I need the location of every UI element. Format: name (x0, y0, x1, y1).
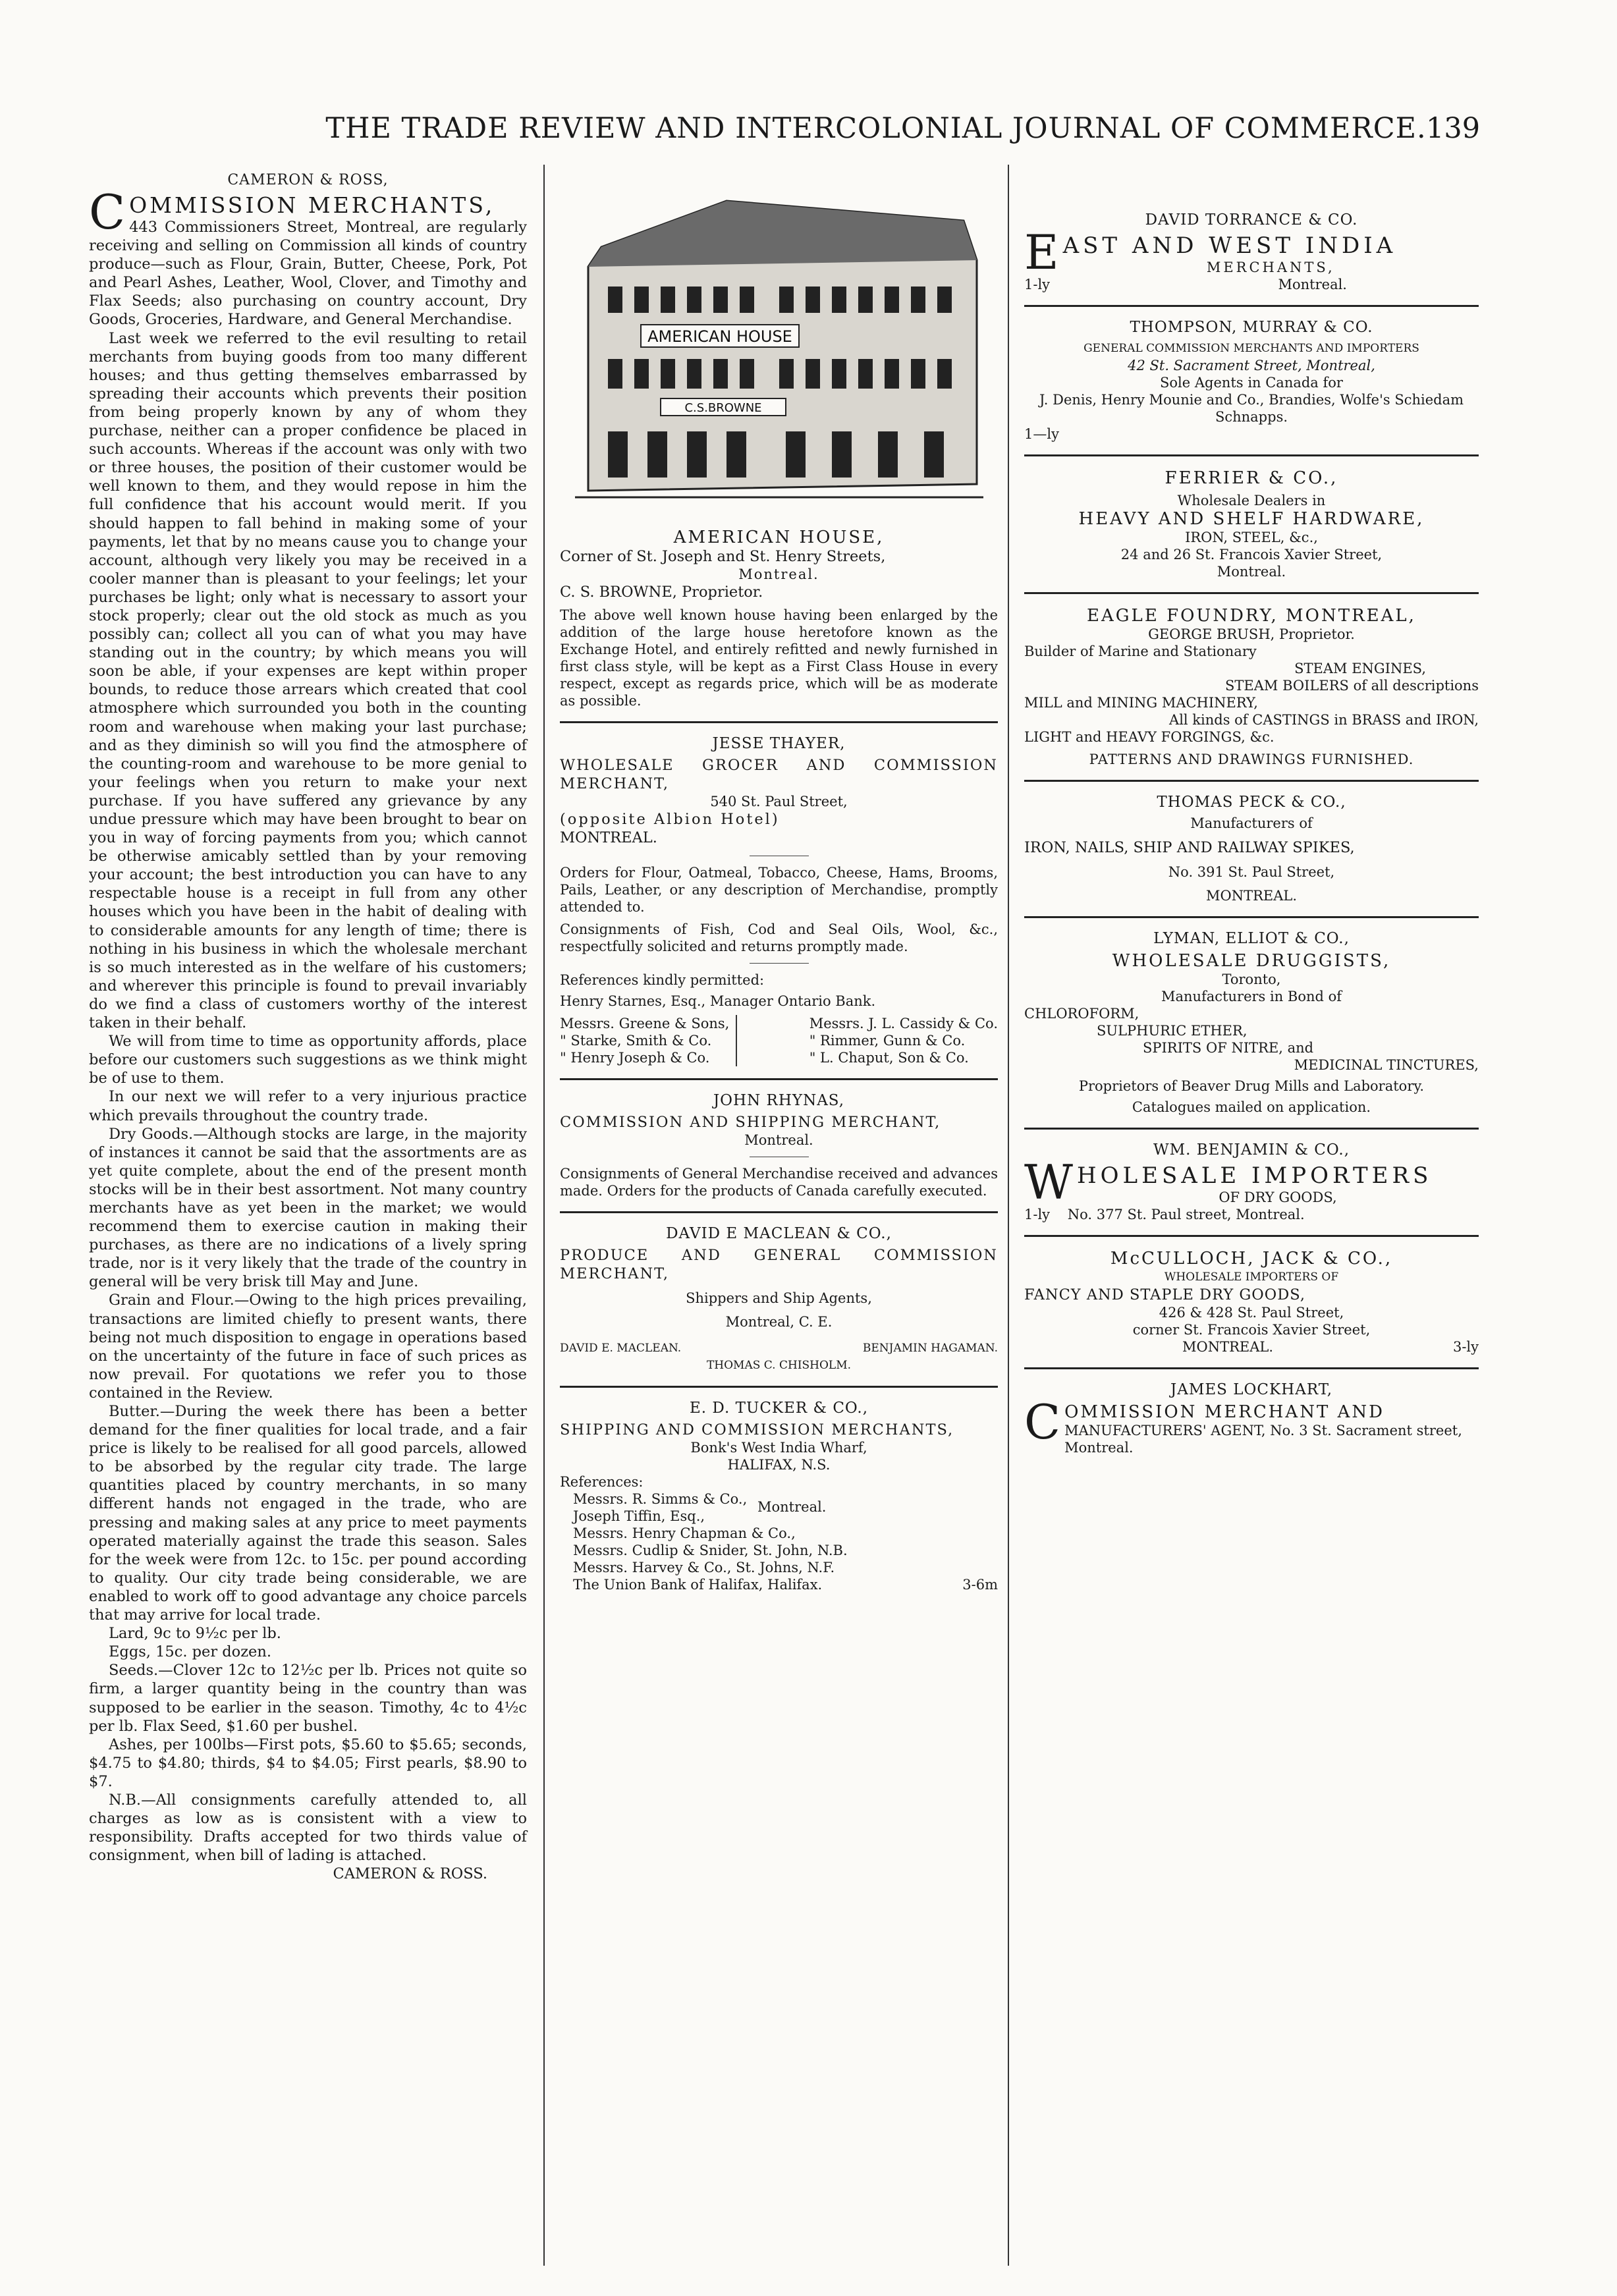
price-lard: Lard, 9c to 9½c per lb. (109, 1625, 281, 1643)
thayer-consignments: Consignments of Fish, Cod and Seal Oils, Wool, &c., respectfully solicited and returns promptly made. (560, 921, 998, 954)
article-butter: Butter.—During the week there has been a better demand for the finer qualities for local trade, and a fair price is likely to be realised for all good parcels, allowed to be absorbed by the regular city trade. The large quantities placed by country merchants, in so many different hands not engaged in the trade, who are pressing and making sales at any price to meet payments operated materially against the trade this season. Sales for the week were from 12c. to 15c. per pound according to quality. Our city trade being considerable, we are enabled to work off to good advantage any choice parcels that may arrive for local trade. (89, 1403, 527, 1624)
torrance-title: AST AND WEST INDIA (1062, 232, 1397, 259)
maclean-agents: Shippers and Ship Agents, (686, 1290, 872, 1306)
price-ashes: Ashes, per 100lbs—First pots, $5.60 to $5.65; seconds, $4.75 to $4.80; thirds, $4 to $4.05; First pearls, $8.90 to $7. (89, 1736, 527, 1790)
torrance-city: Montreal. (1278, 277, 1347, 292)
column-rule-1 (543, 165, 545, 2266)
torrance-name: DAVID TORRANCE & CO. (1145, 211, 1358, 229)
thompson-agents: Sole Agents in Canada for (1160, 375, 1343, 391)
column-rule-2 (1008, 165, 1009, 2266)
ferrier-name: FERRIER & CO., (1165, 468, 1338, 488)
lockhart-dropcap: C (1024, 1394, 1061, 1450)
eagle-line-2: STEAM ENGINES, (1294, 661, 1426, 676)
hotel-proprietor-sign-text: C.S.BROWNE (684, 401, 762, 415)
reference-right-2: " Rimmer, Gunn & Co. (809, 1032, 966, 1049)
price-seeds: Seeds.—Clover 12c to 12½c per lb. Prices not quite so firm, a larger quantity being in the country than was supposed to be earlier in the season. Timothy, 4c to 4½c per lb. Flax Seed, $1.60 per bushel. (89, 1662, 527, 1735)
ferrier-address: 24 and 26 St. Francois Xavier Street, (1120, 547, 1383, 562)
rhynas-name: JOHN RHYNAS, (713, 1091, 845, 1109)
maclean-partner-3: THOMAS C. CHISHOLM. (706, 1358, 852, 1372)
reference-left-3: " Henry Joseph & Co. (560, 1049, 710, 1066)
mcculloch-name: McCULLOCH, JACK & CO., (1110, 1249, 1393, 1269)
column-2 (560, 168, 998, 1593)
price-eggs: Eggs, 15c. per dozen. (109, 1643, 272, 1661)
benjamin-sub: OF DRY GOODS, (1219, 1189, 1337, 1206)
peck-manufacturers: Manufacturers of (1190, 815, 1313, 831)
lockhart-sub: MANUFACTURERS' AGENT, No. 3 St. Sacrament street, Montreal. (1064, 1423, 1462, 1456)
benjamin-ad (1024, 1155, 1479, 1223)
mcculloch-title: FANCY AND STAPLE DRY GOODS, (1024, 1286, 1306, 1304)
article-dry-goods: Dry Goods.—Although stocks are large, in the majority of instances it cannot be said that the assortments are as yet quite complete, about the end of the present month stocks will be in their best assortment. Not many country merchants have as yet been in the market; we would recommend them to exercise caution in making their purchases, as there are no indications of a lively spring trade, nor is it very likely that the trade of the country in general will be very brisk till May and June. (89, 1125, 527, 1291)
tucker-references (560, 1490, 998, 1593)
lyman-catalogues: Catalogues mailed on application. (1132, 1099, 1371, 1116)
eagle-line-1: Builder of Marine and Stationary (1024, 643, 1257, 659)
ferrier-dealers: Wholesale Dealers in (1177, 493, 1326, 508)
thayer-title: WHOLESALE GROCER AND COMMISSION MERCHANT, (560, 757, 998, 793)
torrance-dropcap: E (1024, 225, 1059, 280)
thayer-references-label: References kindly permitted: (560, 971, 765, 988)
maclean-partner-2: BENJAMIN HAGAMAN. (862, 1341, 998, 1355)
benjamin-title: HOLESALE IMPORTERS (1077, 1162, 1433, 1189)
lyman-city: Toronto, (1222, 971, 1281, 988)
eagle-line-4: MILL and MINING MACHINERY, (1024, 695, 1258, 711)
thayer-city: MONTREAL. (560, 829, 657, 847)
column-1 (89, 168, 527, 1883)
hotel-illustration (562, 175, 997, 517)
eagle-line-3: STEAM BOILERS of all descriptions (1225, 678, 1479, 694)
tucker-ref-1: Messrs. R. Simms & Co., (573, 1490, 748, 1507)
article-para-3: In our next we will refer to a very injurious practice which prevails throughout the country trade. (89, 1088, 527, 1124)
mcculloch-address: 426 & 428 St. Paul Street, (1159, 1305, 1344, 1321)
thompson-brands: J. Denis, Henry Mounie and Co., Brandies, Wolfe's Schiedam Schnapps. (1039, 392, 1464, 425)
rhynas-text: Consignments of General Merchandise received and advances made. Orders for the products of Canada carefully executed. (560, 1165, 998, 1199)
lyman-bond: Manufacturers in Bond of (1161, 989, 1342, 1005)
thayer-address: 540 St. Paul Street, (710, 794, 848, 810)
dropcap: C (89, 184, 126, 240)
peck-name: THOMAS PECK & CO., (1157, 794, 1346, 811)
mcculloch-term: 3-ly (1452, 1339, 1479, 1355)
hotel-name: AMERICAN HOUSE, (673, 528, 885, 547)
article-para-1: Last week we referred to the evil resulting to retail merchants from buying goods from too many different houses; and thus getting themselves embarrassed by spreading their accounts which prevents their position from being properly known by any of whom they purchase, neither can a proper confidence be placed in such accounts. Whereas if the account was only with two or three houses, the position of their customer would be well known to them, and they would repose in him the full confidence that his account would merit. If you should happen to fall behind in making some of your payments, let that by no means cause you to change your account, although very likely you may be received in a cooler manner than is pleasant to your feelings; let your purchases be light; only what is necessary to assort your stock properly; clear out the old stock as much as you possibly can; collect all you can of what you may have standing out in the country; by which means you will soon be able, if your expenses are kept within proper bounds, to reduce those arrears which created that cool atmosphere which surrounded you both in the counting room and warehouse when making your last purchase; and as they diminish so will you find the atmosphere of the counting-room and warehouse to be more genial to your feelings when you return to make your next purchase. If you have suffered any grievance by any undue pressure which may have been brought to bear on you in way of forcing payments from you; which cannot be otherwise amicably settled than by your removing your account; the best introduction you can have to any respectable house is a receipt in full from any other houses which you have been in the habit of dealing with to considerable amounts for any length of time; there is nothing in his business in which the wholesale merchant is so much interested as in the welfare of his customers; and wherever this principle is found to prevail invariably do we find a class of customers worthy of the interest taken in their behalf. (89, 329, 527, 1032)
mcculloch-sub: WHOLESALE IMPORTERS OF (1164, 1271, 1339, 1284)
benjamin-name: WM. BENJAMIN & CO., (1153, 1141, 1350, 1159)
article-para-2: We will from time to time as opportunity affords, place before our customers such suggestions as we think might be of use to them. (89, 1033, 527, 1087)
tucker-city: HALIFAX, N.S. (727, 1456, 831, 1473)
thayer-reference-list (560, 1015, 998, 1066)
thayer-name: JESSE THAYER, (712, 735, 846, 753)
article-grain-flour: Grain and Flour.—Owing to the high prices prevailing, transactions are limited chiefly to present wants, there being not much disposition to engage in operations based on the uncertainty of the future in face of such prices as now prevail. For quotations we refer you to those contained in the Review. (89, 1292, 527, 1402)
tucker-name: E. D. TUCKER & CO., (689, 1399, 869, 1417)
tucker-ref-6: The Union Bank of Halifax, Halifax. (573, 1576, 823, 1593)
benjamin-dropcap: W (1024, 1155, 1074, 1211)
thayer-reference-main: Henry Starnes, Esq., Manager Ontario Bank. (560, 993, 876, 1009)
column-3 (1024, 168, 1479, 1456)
reference-left-1: Messrs. Greene & Sons, (560, 1015, 730, 1031)
hotel-proprietor: C. S. BROWNE, Proprietor. (560, 584, 763, 601)
torrance-ad (1024, 225, 1479, 293)
lockhart-name: JAMES LOCKHART, (1170, 1381, 1332, 1399)
ferrier-city: Montreal. (1217, 564, 1286, 580)
lockhart-title: OMMISSION MERCHANT AND (1064, 1402, 1384, 1423)
tucker-wharf: Bonk's West India Wharf, (690, 1439, 867, 1456)
hotel-city: Montreal. (738, 566, 819, 583)
running-title: THE TRADE REVIEW AND INTERCOLONIAL JOURNAL OF COMMERCE. (325, 112, 1427, 145)
thompson-address: 42 St. Sacrament Street, Montreal, (1128, 358, 1375, 373)
ferrier-goods: IRON, STEEL, &c., (1185, 530, 1318, 545)
thompson-title: GENERAL COMMISSION MERCHANTS AND IMPORTERS (1083, 342, 1419, 355)
tucker-ref-2: Joseph Tiffin, Esq., (573, 1508, 705, 1524)
firm-heading: CAMERON & ROSS, (227, 172, 389, 188)
maclean-partners (560, 1340, 998, 1357)
tucker-title: SHIPPING AND COMMISSION MERCHANTS, (560, 1421, 954, 1438)
thompson-term: 1—ly (1024, 426, 1059, 442)
thompson-name: THOMPSON, MURRAY & CO. (1130, 319, 1373, 336)
lyman-name: LYMAN, ELLIOT & CO., (1153, 930, 1350, 948)
reference-left-2: " Starke, Smith & Co. (560, 1032, 712, 1049)
lyman-line-4: MEDICINAL TINCTURES, (1294, 1057, 1479, 1074)
reference-right-3: " L. Chaput, Son & Co. (809, 1049, 969, 1066)
eagle-proprietor: GEORGE BRUSH, Proprietor. (1148, 626, 1355, 642)
lyman-proprietors: Proprietors of Beaver Drug Mills and Laboratory. (1078, 1078, 1425, 1095)
eagle-line-5: All kinds of CASTINGS in BRASS and IRON, (1169, 712, 1479, 728)
lyman-line-1: CHLOROFORM, (1024, 1006, 1139, 1022)
hotel-description: The above well known house having been enlarged by the addition of the large house heretofore known as the Exchange Hotel, and entirely refitted and newly furnished in first class style, will be kept as a First Class House in every respect, except as regards price, which will be as moderate as possible. (560, 607, 998, 709)
reference-right-1: Messrs. J. L. Cassidy & Co. (809, 1015, 998, 1031)
maclean-name: DAVID E MACLEAN & CO., (666, 1224, 892, 1242)
lyman-title: WHOLESALE DRUGGISTS, (1112, 951, 1391, 971)
tucker-refs-city: Montreal. (757, 1498, 827, 1515)
lyman-line-3: SPIRITS OF NITRE, and (1143, 1040, 1314, 1056)
maclean-partner-1: DAVID E. MACLEAN. (560, 1341, 682, 1355)
peck-city: MONTREAL. (1205, 888, 1298, 904)
nota-bene: N.B.—All consignments carefully attended to, all charges as low as is consistent with a view to responsibility. Drafts accepted for two thirds value of consignment, when bill of lading is attached. (89, 1791, 527, 1865)
eagle-line-6: LIGHT and HEAVY FORGINGS, &c. (1024, 729, 1274, 745)
peck-address: No. 391 St. Paul Street, (1168, 864, 1335, 881)
tucker-ref-4: Messrs. Cudlip & Snider, St. John, N.B. (573, 1542, 848, 1558)
lyman-line-2: SULPHURIC ETHER, (1097, 1023, 1247, 1039)
maclean-city: Montreal, C. E. (725, 1313, 833, 1330)
rhynas-title: COMMISSION AND SHIPPING MERCHANT, (560, 1113, 941, 1131)
benjamin-address: No. 377 St. Paul street, Montreal. (1067, 1207, 1305, 1223)
tucker-ref-5: Messrs. Harvey & Co., St. Johns, N.F. (573, 1559, 835, 1575)
commission-merchants-ad (89, 184, 527, 329)
hotel-address: Corner of St. Joseph and St. Henry Streets, (560, 548, 886, 565)
eagle-title: EAGLE FOUNDRY, MONTREAL, (1087, 606, 1416, 626)
tucker-term: 3-6m (962, 1576, 998, 1593)
tucker-ref-3: Messrs. Henry Chapman & Co., (573, 1525, 796, 1541)
benjamin-term: 1-ly (1024, 1207, 1051, 1223)
ferrier-title: HEAVY AND SHELF HARDWARE, (1078, 509, 1425, 529)
eagle-line-7: PATTERNS AND DRAWINGS FURNISHED. (1089, 752, 1414, 767)
signature: CAMERON & ROSS. (333, 1865, 487, 1883)
ad-title: OMMISSION MERCHANTS, (129, 192, 495, 218)
ad-intro: 443 Commissioners Street, Montreal, are regularly receiving and selling on Commission all kinds of country produce—such as Flour, Grain, Butter, Cheese, Pork, Pot and Pearl Ashes, Leather, Wool, Clover, and Timothy and Flax Seeds; also purchasing on country account, Dry Goods, Groceries, Hardware, and General Merchandise. (89, 219, 527, 329)
thayer-opposite: (opposite Albion Hotel) (560, 811, 780, 829)
hotel-sign-text: AMERICAN HOUSE (647, 327, 792, 346)
torrance-term: 1-ly (1024, 277, 1051, 292)
lockhart-ad (1024, 1394, 1479, 1456)
rhynas-city: Montreal. (744, 1132, 813, 1148)
thayer-orders: Orders for Flour, Oatmeal, Tobacco, Cheese, Hams, Brooms, Pails, Leather, or any description of Merchandise, promptly attended to. (560, 864, 998, 915)
mcculloch-corner: corner St. Francois Xavier Street, (1132, 1322, 1371, 1338)
tucker-references-label: References: (560, 1473, 644, 1490)
maclean-title: PRODUCE AND GENERAL COMMISSION MERCHANT, (560, 1246, 998, 1282)
mcculloch-city: MONTREAL. (1182, 1339, 1274, 1355)
torrance-sub: MERCHANTS, (1206, 260, 1335, 275)
peck-title: IRON, NAILS, SHIP AND RAILWAY SPIKES, (1024, 839, 1355, 856)
page-number: 139 (1426, 112, 1481, 145)
